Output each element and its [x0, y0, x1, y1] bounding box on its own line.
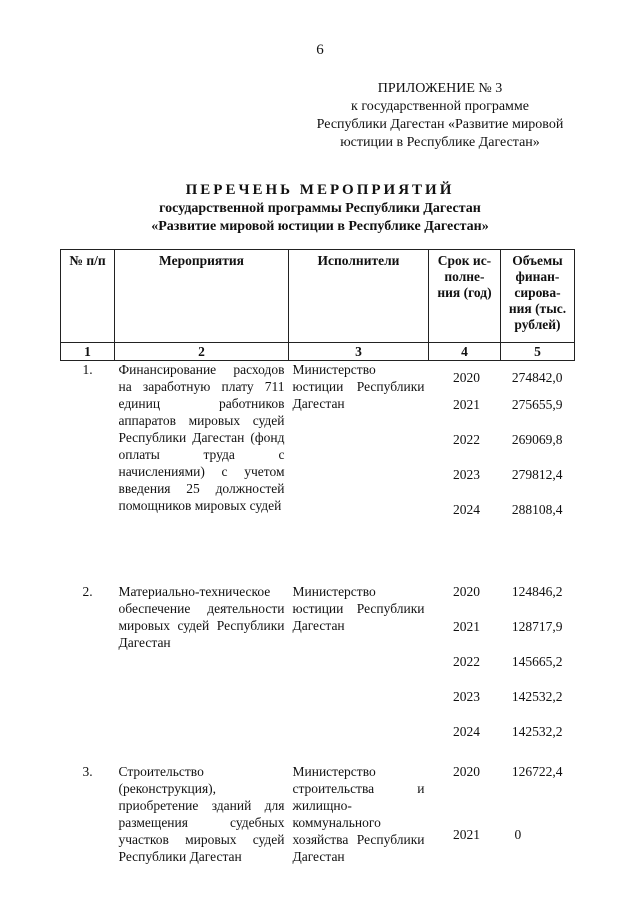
year-row	[433, 583, 571, 618]
appendix-line: ПРИЛОЖЕНИЕ № 3	[377, 81, 503, 96]
title-line-2: государственной программы Республики Дагестан	[159, 201, 481, 216]
executor-cell: Министерство юстиции Республики Дагестан	[292, 583, 425, 633]
funding-by-year	[429, 763, 575, 865]
year-row	[433, 396, 571, 431]
amount: 0	[514, 826, 522, 842]
column-number: 5	[500, 343, 574, 361]
table-row	[61, 763, 575, 865]
year: 2023	[453, 467, 480, 482]
year: 2021	[453, 826, 480, 842]
funding-by-year	[429, 361, 575, 583]
document-title	[0, 180, 640, 236]
amount: 142532,2	[511, 723, 563, 739]
table-row	[61, 361, 575, 583]
year: 2024	[453, 723, 480, 739]
amount: 275655,9	[511, 397, 563, 412]
activity-cell: Строительство (реконструкция), приобретение зданий для размещения судебных участков мировых судей Республики Дагестан	[118, 763, 285, 864]
year-row	[433, 653, 571, 688]
year-row	[433, 618, 571, 653]
year: 2020	[453, 370, 480, 385]
amount: 142532,2	[511, 688, 563, 704]
title-line-3: «Развитие мировой юстиции в Республике Дагестан»	[151, 219, 489, 234]
amount: 145665,2	[511, 653, 563, 669]
year-row	[433, 361, 571, 396]
amount: 124846,2	[511, 583, 563, 599]
header-term: Срок ис-полне-ния (год)	[429, 250, 501, 343]
title-line-1: ПЕРЕЧЕНЬ МЕРОПРИЯТИЙ	[185, 182, 455, 198]
year: 2020	[453, 583, 480, 599]
amount: 126722,4	[511, 763, 563, 779]
row-number: 3.	[82, 763, 93, 779]
executor-cell: Министерство юстиции Республики Дагестан	[292, 362, 425, 411]
year: 2022	[453, 432, 480, 447]
year: 2023	[453, 688, 480, 704]
activities-table	[60, 249, 575, 865]
activity-cell: Финансирование расходов на заработную плату 711 единиц работников аппаратов мировых судей Республики Дагестан (фонд оплаты труда с начислениями) с учетом введения 25 должностей помощников мировых судей	[118, 362, 285, 513]
header-num: № п/п	[61, 250, 115, 343]
header-funding: Объемы финан-сирова-ния (тыс. рублей)	[500, 250, 574, 343]
page-number: 6	[316, 42, 324, 58]
amount: 128717,9	[511, 618, 563, 634]
column-number: 1	[61, 343, 115, 361]
year-row	[433, 431, 571, 466]
year: 2022	[453, 653, 480, 669]
year: 2021	[453, 397, 480, 412]
year-row	[433, 501, 571, 536]
activity-cell: Материально-техническое обеспечение деятельности мировых судей Республики Дагестан	[118, 583, 285, 650]
header-activity: Мероприятия	[115, 250, 289, 343]
year: 2021	[453, 618, 480, 634]
appendix-line: к государственной программе	[351, 99, 529, 114]
funding-by-year	[429, 583, 575, 763]
year: 2024	[453, 502, 480, 517]
executor-cell: Министерство строительства и жилищно-коммунального хозяйства Республики Дагестан	[292, 763, 425, 864]
amount: 279812,4	[511, 467, 563, 482]
year-row	[433, 763, 571, 826]
appendix-block	[280, 80, 600, 152]
year-row	[433, 826, 571, 861]
row-number: 2.	[82, 583, 93, 599]
header-executor: Исполнители	[289, 250, 429, 343]
year-row	[433, 688, 571, 723]
column-number: 2	[115, 343, 289, 361]
table-row	[61, 583, 575, 763]
appendix-line: юстиции в Республике Дагестан»	[340, 135, 540, 150]
year: 2020	[453, 763, 480, 779]
column-number: 3	[289, 343, 429, 361]
appendix-line: Республики Дагестан «Развитие мировой	[316, 117, 564, 132]
amount: 269069,8	[511, 432, 563, 447]
year-row	[433, 466, 571, 501]
amount: 274842,0	[511, 370, 563, 385]
column-number: 4	[429, 343, 501, 361]
row-number: 1.	[82, 362, 93, 377]
amount: 288108,4	[511, 502, 563, 517]
year-row	[433, 723, 571, 758]
